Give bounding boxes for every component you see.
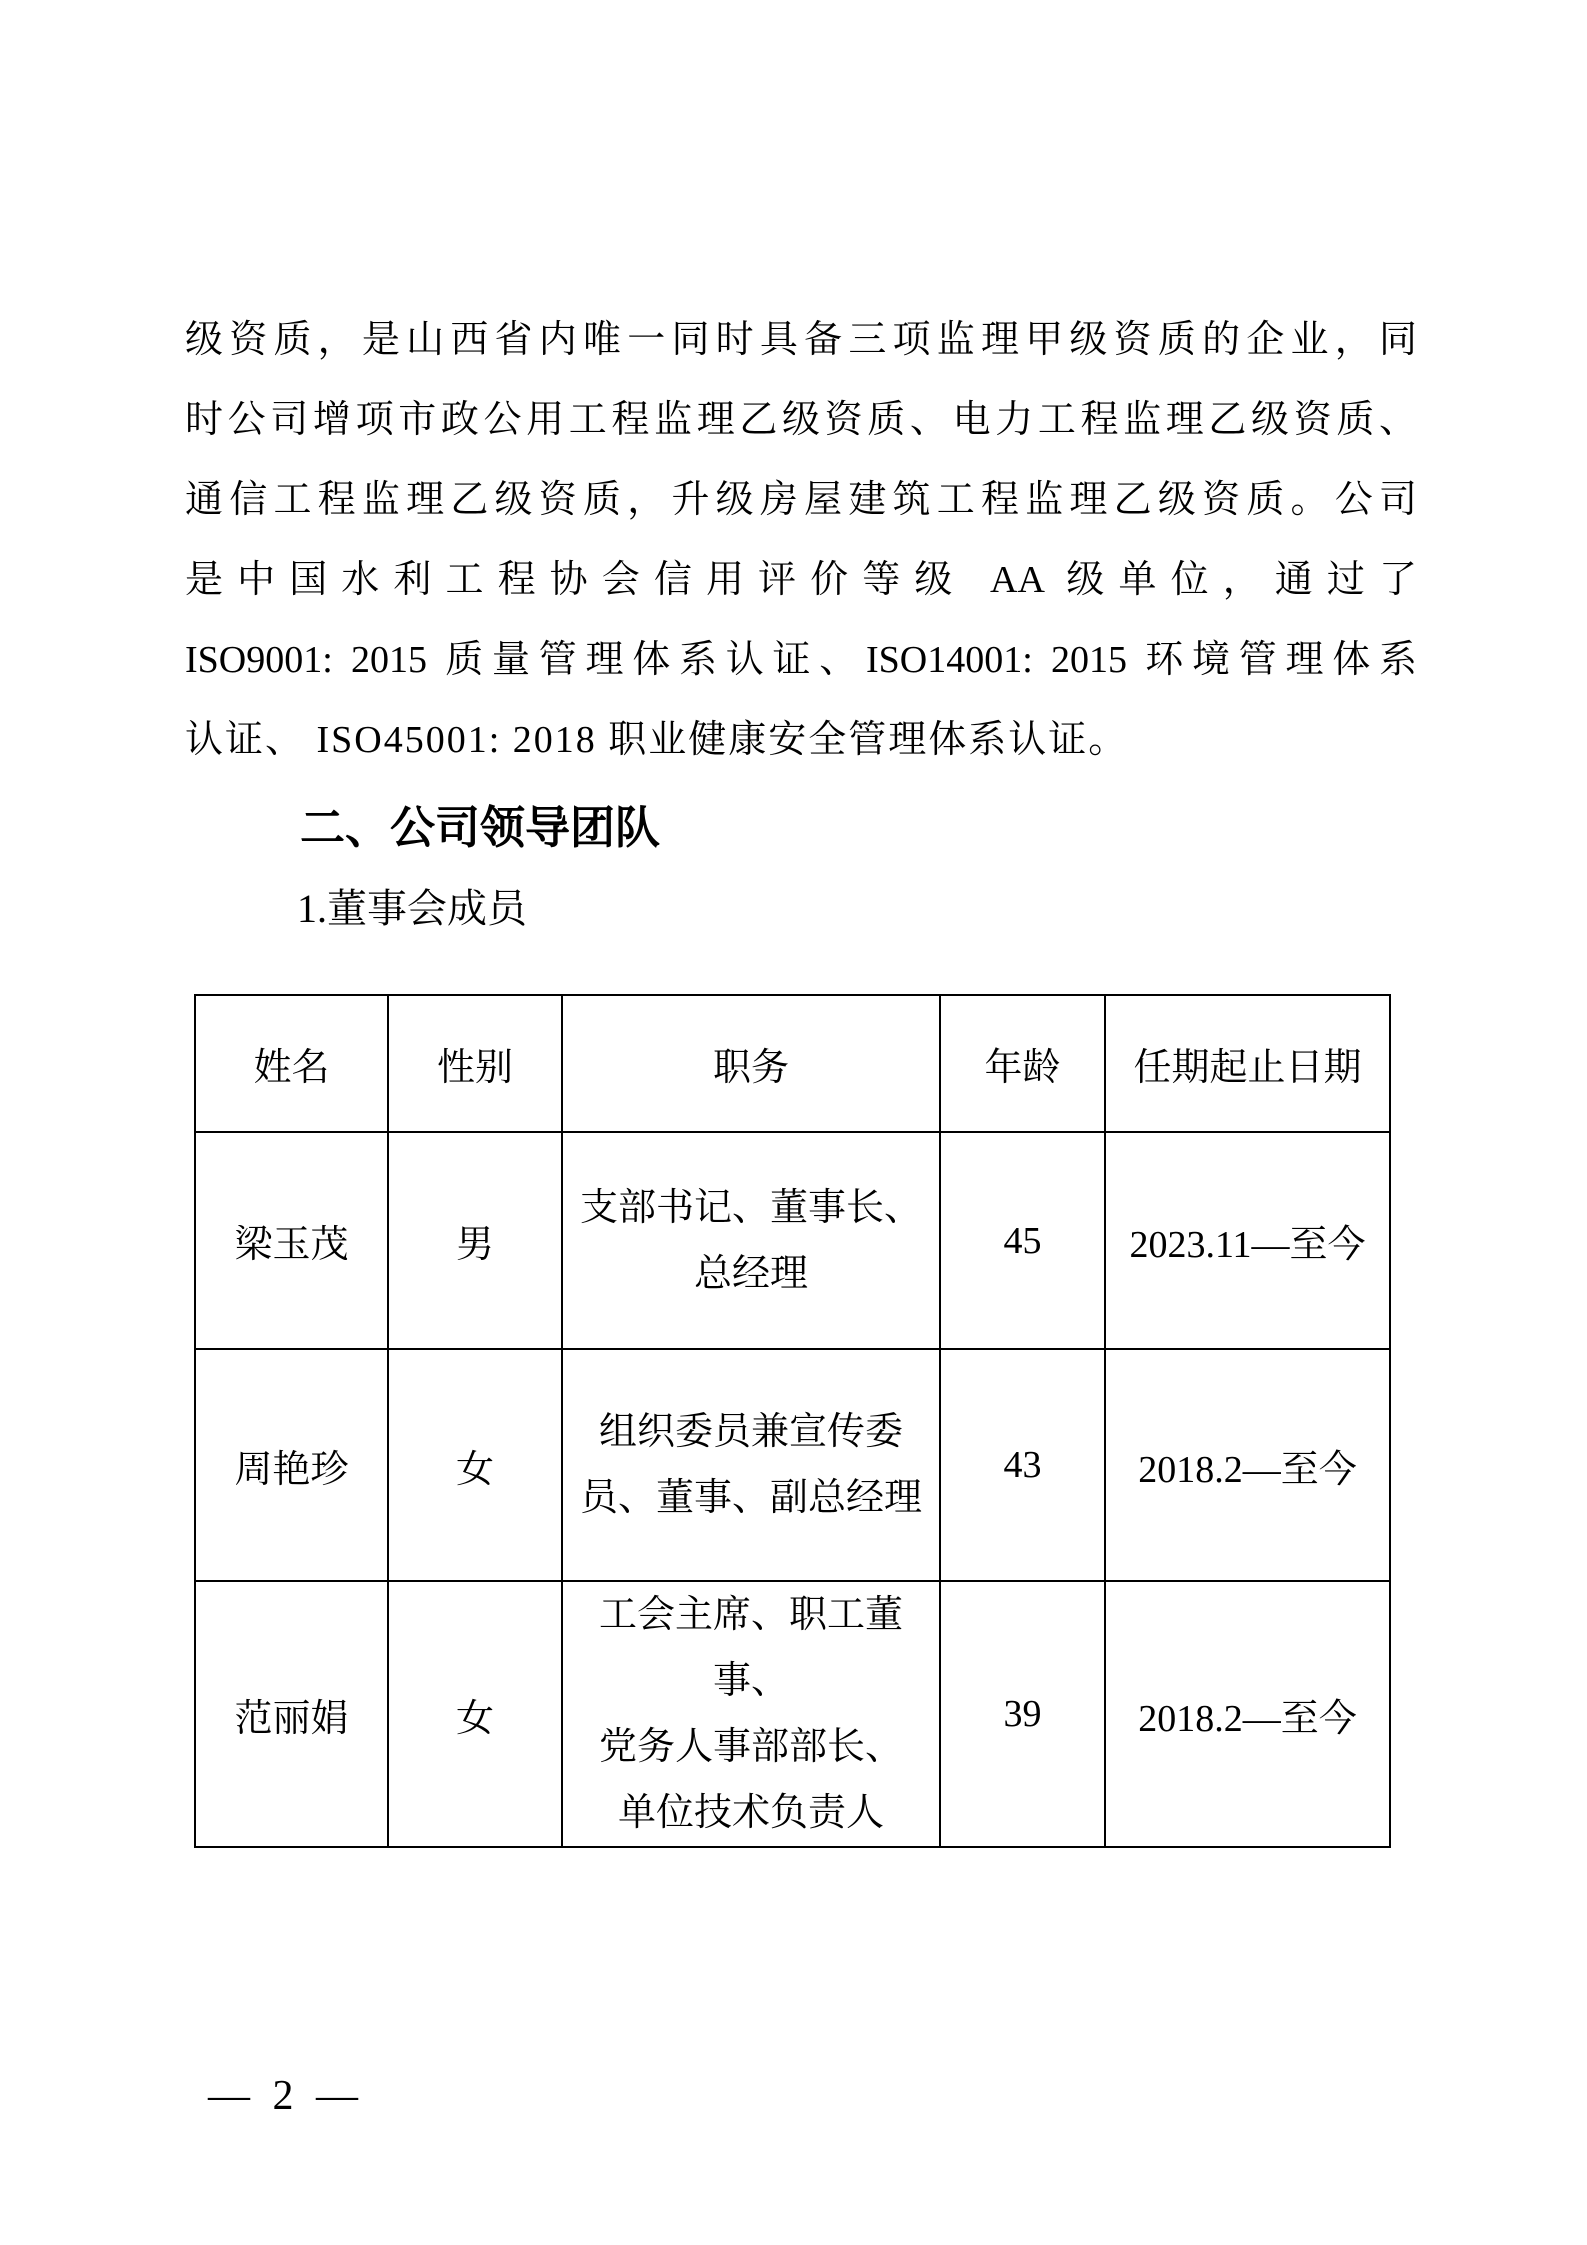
header-name: 姓名	[195, 995, 388, 1132]
position-line: 员、董事、副总经理	[579, 1477, 922, 1519]
cell-age: 39	[940, 1581, 1105, 1847]
paragraph-line: 时公司增项市政公用工程监理乙级资质、电力工程监理乙级资质、	[185, 399, 1417, 441]
position-line: 总经理	[693, 1252, 808, 1295]
paragraph-line: 级资质，是山西省内唯一同时具备三项监理甲级资质的企业，同	[185, 319, 1417, 361]
position-line: 工会主席、职工董事、	[598, 1594, 903, 1702]
table-row	[195, 1581, 1390, 1847]
header-position: 职务	[562, 995, 940, 1132]
position-line: 党务人事部部长、	[598, 1726, 903, 1768]
page-number: — 2 —	[208, 2073, 364, 2119]
section-heading: 二、公司领导团队	[300, 802, 661, 853]
cell-name: 周艳珍	[195, 1349, 388, 1581]
table-row	[195, 1132, 1390, 1349]
cell-age: 45	[940, 1132, 1105, 1349]
position-line: 单位技术负责人	[617, 1792, 884, 1834]
header-age: 年龄	[940, 995, 1105, 1132]
header-gender: 性别	[388, 995, 562, 1132]
cell-term: 2023.11—至今	[1105, 1132, 1390, 1349]
paragraph-line: 是中国水利工程协会信用评价等级 AA 级单位，通过了	[185, 559, 1417, 601]
table-row	[195, 1349, 1390, 1581]
paragraph-line: 通信工程监理乙级资质，升级房屋建筑工程监理乙级资质。公司	[185, 479, 1417, 521]
cell-position	[562, 1132, 940, 1349]
cell-name: 范丽娟	[195, 1581, 388, 1847]
paragraph-line: ISO9001: 2015 质量管理体系认证、ISO14001: 2015 环境管理体系	[185, 639, 1417, 681]
paragraph-line: 认证、 ISO45001: 2018 职业健康安全管理体系认证。	[185, 719, 1129, 761]
cell-position	[562, 1581, 940, 1847]
cell-term: 2018.2—至今	[1105, 1581, 1390, 1847]
cell-name: 梁玉茂	[195, 1132, 388, 1349]
cell-gender: 男	[388, 1132, 562, 1349]
cell-gender: 女	[388, 1349, 562, 1581]
cell-term: 2018.2—至今	[1105, 1349, 1390, 1581]
board-members-table	[194, 994, 1391, 1848]
cell-age: 43	[940, 1349, 1105, 1581]
cell-gender: 女	[388, 1581, 562, 1847]
section-subheading: 1.董事会成员	[297, 886, 527, 931]
position-line: 支部书记、董事长、	[579, 1186, 922, 1229]
header-term: 任期起止日期	[1105, 995, 1390, 1132]
table-header-row	[195, 995, 1390, 1132]
intro-paragraph	[185, 300, 1417, 780]
position-line: 组织委员兼宣传委	[598, 1411, 903, 1453]
cell-position	[562, 1349, 940, 1581]
